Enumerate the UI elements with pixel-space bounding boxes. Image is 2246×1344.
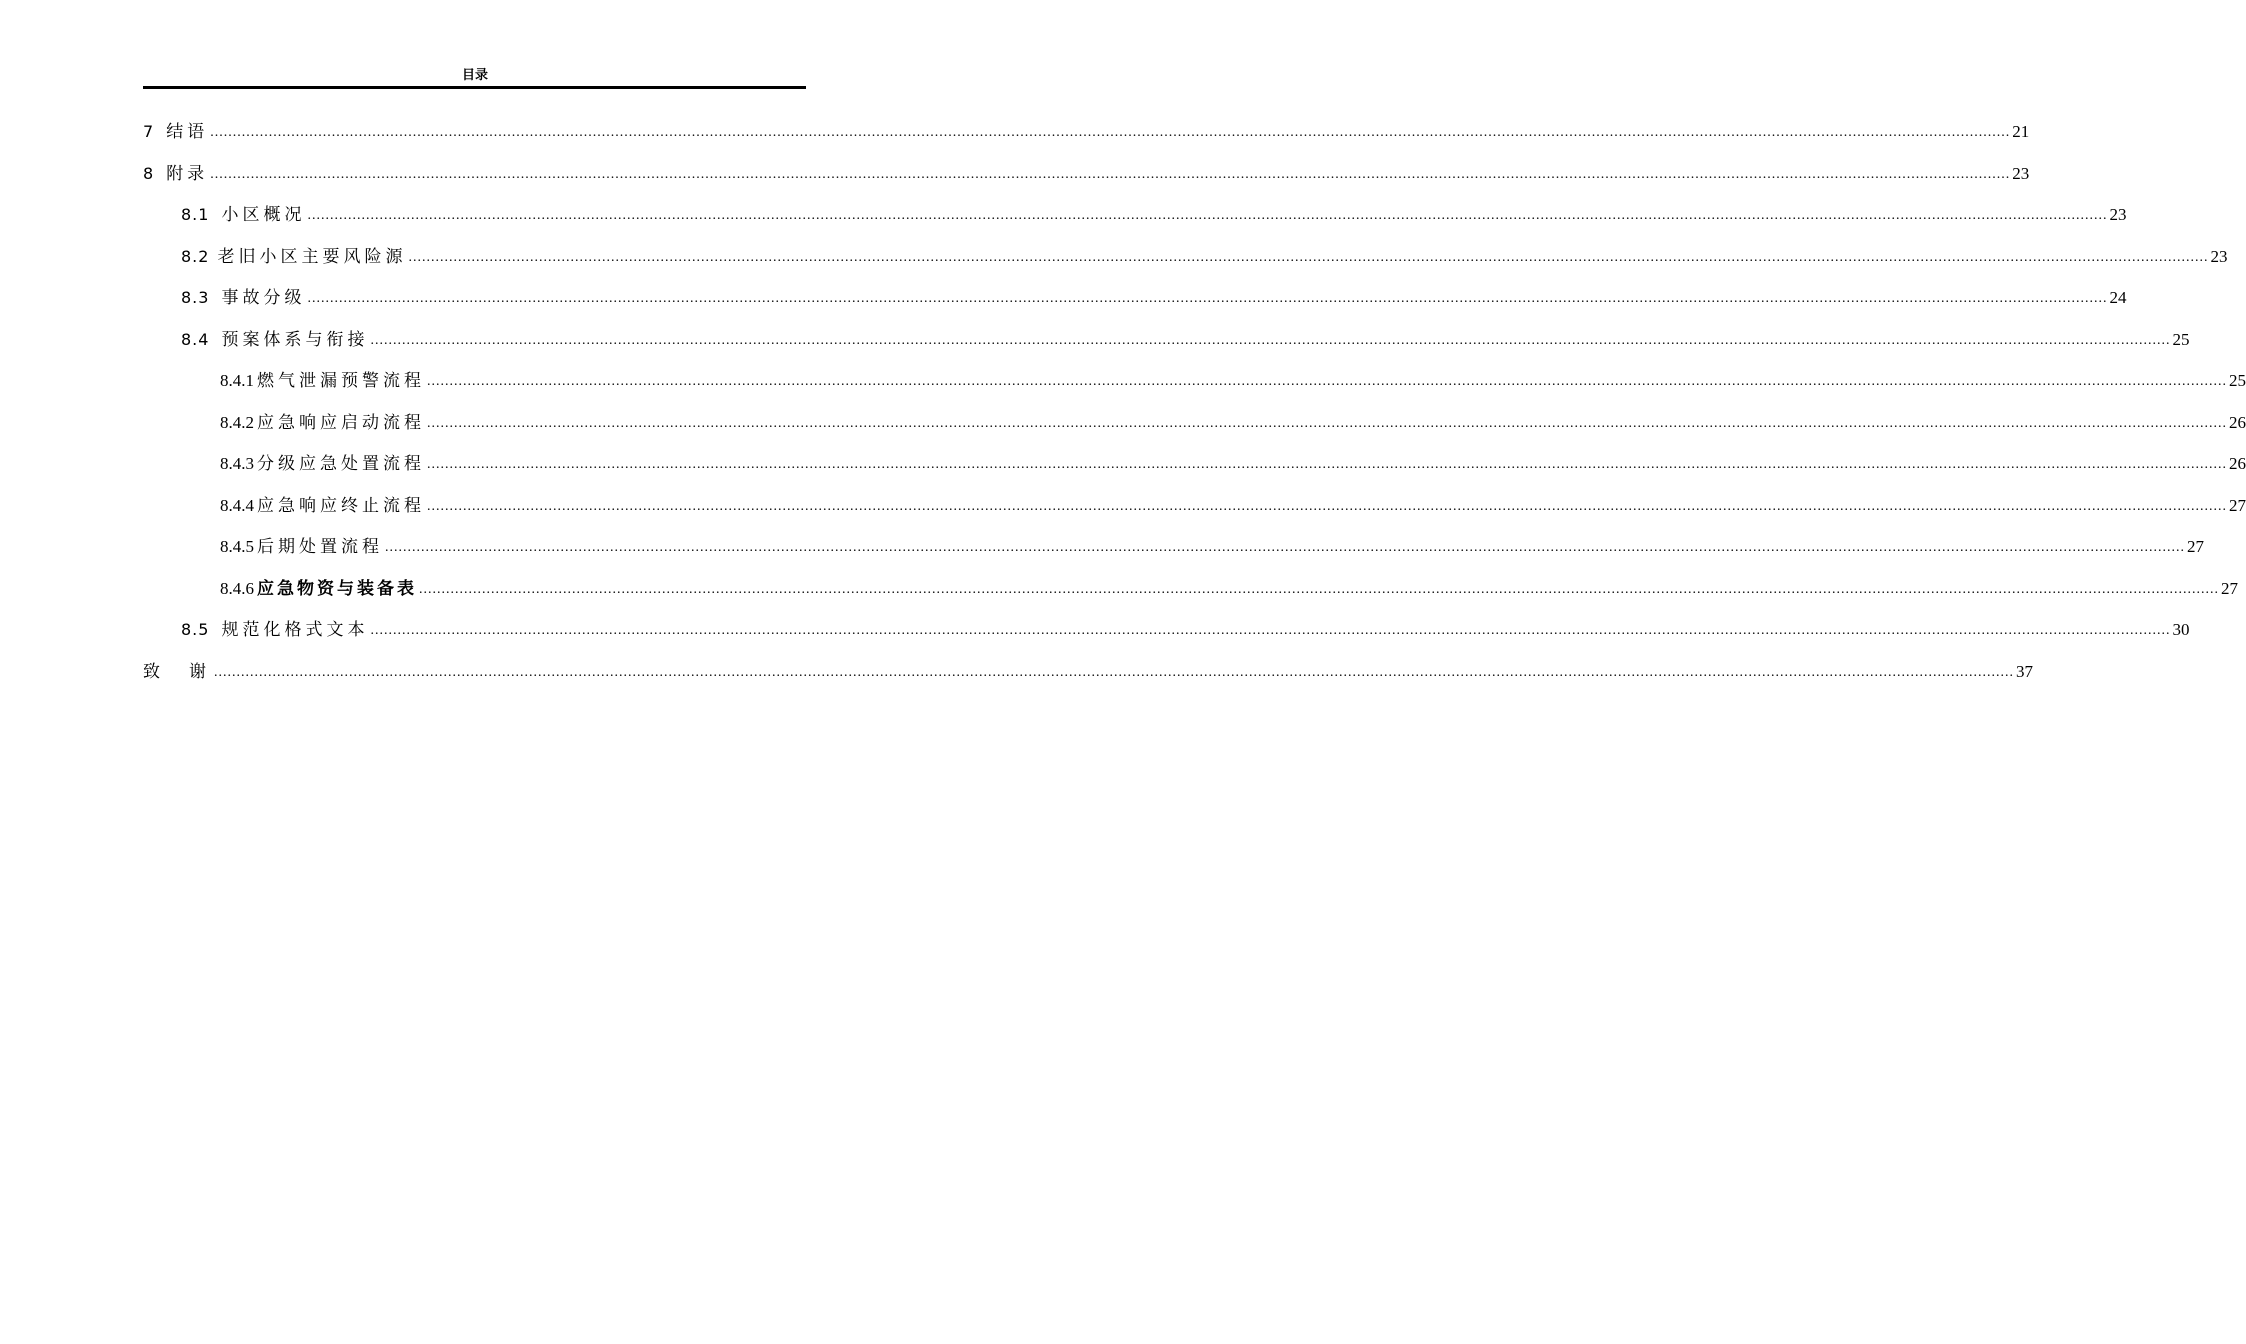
toc-entry[interactable] <box>220 493 2246 517</box>
toc-leader-dots: ................................................................................................................................................................................................................................................................................................................................................................................................................ <box>408 250 2209 265</box>
toc-entry-title: 燃气泄漏预警流程 <box>257 371 425 391</box>
toc-leader-dots: ................................................................................................................................................................................................................................................................................................................................................................................................................ <box>427 457 2227 472</box>
toc-entry-number: 7 <box>143 122 155 141</box>
toc-entry-page: 27 <box>2187 537 2204 556</box>
toc-entry[interactable] <box>143 659 2033 683</box>
toc-entry-page: 23 <box>2210 247 2228 266</box>
toc-leader-dots: ................................................................................................................................................................................................................................................................................................................................................................................................................ <box>307 291 2108 306</box>
toc-entry-number: 8 <box>143 164 155 183</box>
toc-entry-page: 30 <box>2172 620 2190 639</box>
toc-leader-dots: ................................................................................................................................................................................................................................................................................................................................................................................................................ <box>370 333 2171 348</box>
toc-entry-page: 26 <box>2229 413 2246 432</box>
toc-entry-number: 8.4.4 <box>220 496 254 515</box>
toc-leader-dots: ................................................................................................................................................................................................................................................................................................................................................................................................................ <box>427 374 2227 389</box>
toc-entry-number: 8.4.2 <box>220 413 254 432</box>
toc-entry-page: 21 <box>2012 122 2030 141</box>
toc-entry[interactable] <box>181 327 2190 351</box>
toc-leader-dots: ................................................................................................................................................................................................................................................................................................................................................................................................................ <box>427 416 2227 431</box>
toc-entry-title: 应急响应启动流程 <box>257 413 425 433</box>
toc-leader-dots: ................................................................................................................................................................................................................................................................................................................................................................................................................ <box>214 665 2014 680</box>
toc-entry[interactable] <box>181 617 2190 641</box>
toc-leader-dots: ................................................................................................................................................................................................................................................................................................................................................................................................................ <box>370 623 2171 638</box>
toc-leader-dots: ................................................................................................................................................................................................................................................................................................................................................................................................................ <box>210 125 2011 140</box>
toc-entry[interactable] <box>220 451 2246 475</box>
toc-entry-title: 附录 <box>166 164 209 184</box>
toc-entry-page: 37 <box>2016 662 2033 681</box>
toc-entry-title: 老旧小区主要风险源 <box>217 247 407 267</box>
toc-entry-page: 25 <box>2229 371 2246 390</box>
toc-entry-title: 结语 <box>166 122 209 142</box>
toc-entry-number: 8.4.1 <box>220 371 254 390</box>
toc-entry-number: 8.4.3 <box>220 454 254 473</box>
toc-entry-page: 27 <box>2221 579 2238 598</box>
toc-entry-title: 规范化格式文本 <box>221 620 369 640</box>
toc-entry-page: 26 <box>2229 454 2246 473</box>
toc-entry-number: 8.4.6 <box>220 579 254 598</box>
toc-entry[interactable] <box>181 202 2127 226</box>
toc-leader-dots: ................................................................................................................................................................................................................................................................................................................................................................................................................ <box>419 582 2219 597</box>
toc-entry-title: 分级应急处置流程 <box>257 454 425 474</box>
toc-entry[interactable] <box>220 410 2246 434</box>
toc-entry[interactable] <box>143 119 2030 143</box>
toc-entry-title: 致 谢 <box>143 662 212 682</box>
toc-entry-number: 8.2 <box>181 247 210 266</box>
toc-entry[interactable] <box>181 244 2228 268</box>
toc-leader-dots: ................................................................................................................................................................................................................................................................................................................................................................................................................ <box>210 167 2011 182</box>
toc-entry-page: 27 <box>2229 496 2246 515</box>
toc-entry-title: 预案体系与衔接 <box>221 330 369 350</box>
toc-entry[interactable] <box>220 368 2246 392</box>
toc-leader-dots: ................................................................................................................................................................................................................................................................................................................................................................................................................ <box>307 208 2108 223</box>
page-header-title: 目录 <box>461 68 488 83</box>
toc-entry-number: 8.4 <box>181 330 210 349</box>
toc-entry-number: 8.3 <box>181 288 210 307</box>
toc-entry-page: 24 <box>2109 288 2127 307</box>
toc-entry[interactable] <box>220 576 2238 600</box>
toc-entry-page: 23 <box>2012 164 2030 183</box>
toc-entry[interactable] <box>143 161 2030 185</box>
toc-entry[interactable] <box>220 534 2204 558</box>
toc-leader-dots: ................................................................................................................................................................................................................................................................................................................................................................................................................ <box>427 499 2227 514</box>
toc-entry-title: 应急响应终止流程 <box>257 496 425 516</box>
toc-entry-title: 应急物资与装备表 <box>257 579 417 599</box>
toc-entry-title: 小区概况 <box>221 205 306 225</box>
toc-entry[interactable] <box>181 285 2127 309</box>
header-rule <box>143 86 806 89</box>
toc-entry-number: 8.4.5 <box>220 537 254 556</box>
toc-entry-page: 25 <box>2172 330 2190 349</box>
toc-entry-number: 8.1 <box>181 205 210 224</box>
toc-leader-dots: ................................................................................................................................................................................................................................................................................................................................................................................................................ <box>385 540 2185 555</box>
toc-entry-title: 后期处置流程 <box>257 537 383 557</box>
toc-entry-title: 事故分级 <box>221 288 306 308</box>
toc-entry-page: 23 <box>2109 205 2127 224</box>
toc-entry-number: 8.5 <box>181 620 210 639</box>
